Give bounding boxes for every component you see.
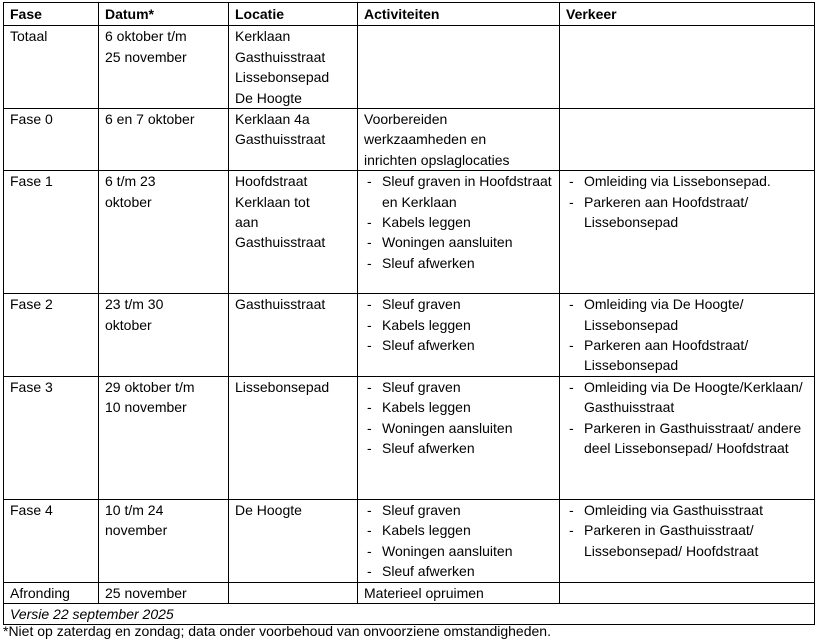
cell-verkeer [560,171,815,294]
cell-datum-line: 25 november [105,584,187,601]
cell-locatie [229,582,358,603]
table-header-row [4,3,815,26]
cell-activiteiten-line: inrichten opslaglocaties [364,151,510,168]
list-item: - Woningen aansluiten [364,541,553,561]
cell-fase: Afronding [4,582,99,603]
cell-locatie-line: Lissebonsepad [235,69,330,86]
cell-verkeer [560,499,815,582]
column-header-fase: Fase [4,3,99,26]
list-item: - Sleuf afwerken [364,438,553,458]
list-item: - Sleuf graven in Hoofdstraat en Kerklaan [364,171,553,212]
cell-locatie-line: Gasthuisstraat [235,296,326,313]
cell-fase: Fase 3 [4,376,99,499]
cell-locatie [229,26,358,109]
cell-locatie-line: Gasthuisstraat [235,48,326,65]
schedule-table [3,2,815,625]
version-note: Versie 22 september 2025 [4,603,815,624]
cell-datum-line: 10 t/m 24 [105,501,164,518]
cell-locatie-line: Gasthuisstraat [235,234,326,251]
list-item: - Sleuf graven [364,377,553,397]
cell-locatie-line: De Hoogte [235,501,302,518]
cell-locatie-line: Gasthuisstraat [235,131,326,148]
verkeer-list [566,171,808,232]
cell-datum [99,26,229,109]
cell-datum-line: oktober [105,316,152,333]
cell-fase: Fase 1 [4,171,99,294]
cell-locatie [229,499,358,582]
cell-datum [99,294,229,377]
column-header-datum: Datum* [99,3,229,26]
cell-datum-line: 6 oktober t/m [105,28,187,45]
list-item: - Parkeren in Gasthuisstraat/ andere deel Lissebonsepad/ Hoofdstraat [566,418,808,459]
cell-activiteiten [358,109,560,171]
verkeer-list [566,500,808,561]
cell-activiteiten-line: werkzaamheden en [364,131,487,148]
cell-verkeer [560,294,815,377]
cell-activiteiten-line: Voorbereiden [364,111,448,128]
cell-locatie [229,376,358,499]
activiteiten-list [364,294,553,355]
cell-activiteiten [358,499,560,582]
cell-verkeer [560,109,815,171]
cell-datum-line: oktober [105,193,152,210]
cell-fase: Fase 0 [4,109,99,171]
footnote: *Niet op zaterdag en zondag; data onder voorbehoud van onvoorziene omstandigheden. [3,623,551,639]
cell-locatie-line: Kerklaan [235,28,291,45]
table-body [4,26,815,625]
cell-locatie-line: Kerklaan tot [235,193,310,210]
cell-datum [99,109,229,171]
column-header-activiteiten: Activiteiten [358,3,560,26]
cell-datum-line: 29 oktober t/m [105,378,195,395]
list-item: - Omleiding via Gasthuisstraat [566,500,808,520]
list-item: - Sleuf graven [364,500,553,520]
table-row [4,582,815,603]
cell-datum-line: 6 en 7 oktober [105,111,195,128]
list-item: - Parkeren aan Hoofdstraat/ Lissebonsepad [566,192,808,233]
list-item: - Kabels leggen [364,397,553,417]
cell-fase: Totaal [4,26,99,109]
cell-verkeer [560,26,815,109]
cell-datum [99,499,229,582]
cell-locatie [229,109,358,171]
list-item: - Sleuf afwerken [364,561,553,581]
table-row [4,171,815,294]
cell-activiteiten [358,171,560,294]
cell-locatie-line: Hoofdstraat [235,173,308,190]
list-item: - Woningen aansluiten [364,232,553,252]
cell-activiteiten [358,376,560,499]
cell-verkeer [560,376,815,499]
column-header-verkeer: Verkeer [560,3,815,26]
cell-datum-line: november [105,522,168,539]
cell-activiteiten [358,582,560,603]
cell-verkeer [560,582,815,603]
cell-datum-line: 10 november [105,399,187,416]
table-row [4,376,815,499]
column-header-locatie: Locatie [229,3,358,26]
list-item: - Omleiding via Lissebonsepad. [566,171,808,191]
cell-activiteiten-line: Materieel opruimen [364,584,484,601]
activiteiten-list [364,500,553,582]
cell-activiteiten [358,294,560,377]
cell-datum [99,376,229,499]
list-item: - Parkeren in Gasthuisstraat/ Lissebonsepad/ Hoofdstraat [566,520,808,561]
verkeer-list [566,294,808,376]
table-row [4,26,815,109]
cell-fase: Fase 4 [4,499,99,582]
list-item: - Woningen aansluiten [364,418,553,438]
cell-locatie [229,294,358,377]
activiteiten-list [364,171,553,273]
cell-locatie-line: De Hoogte [235,89,302,106]
list-item: - Kabels leggen [364,520,553,540]
cell-datum-line: 25 november [105,48,187,65]
list-item: - Sleuf afwerken [364,335,553,355]
table-row [4,499,815,582]
activiteiten-list [364,377,553,459]
list-item: - Kabels leggen [364,212,553,232]
verkeer-list [566,377,808,459]
cell-datum [99,171,229,294]
list-item: - Sleuf graven [364,294,553,314]
cell-datum [99,582,229,603]
cell-locatie [229,171,358,294]
table-row [4,294,815,377]
cell-locatie-line: Kerklaan 4a [235,111,310,128]
cell-locatie-line: Lissebonsepad [235,378,330,395]
list-item: - Parkeren aan Hoofdstraat/ Lissebonsepad [566,335,808,376]
cell-datum-line: 6 t/m 23 [105,173,156,190]
list-item: - Sleuf afwerken [364,253,553,273]
table-row [4,109,815,171]
list-item: - Kabels leggen [364,315,553,335]
list-item: - Omleiding via De Hoogte/ Lissebonsepad [566,294,808,335]
cell-datum-line: 23 t/m 30 [105,296,164,313]
cell-locatie-line: aan [235,214,259,231]
cell-fase: Fase 2 [4,294,99,377]
cell-activiteiten [358,26,560,109]
list-item: - Omleiding via De Hoogte/Kerklaan/ Gasthuisstraat [566,377,808,418]
